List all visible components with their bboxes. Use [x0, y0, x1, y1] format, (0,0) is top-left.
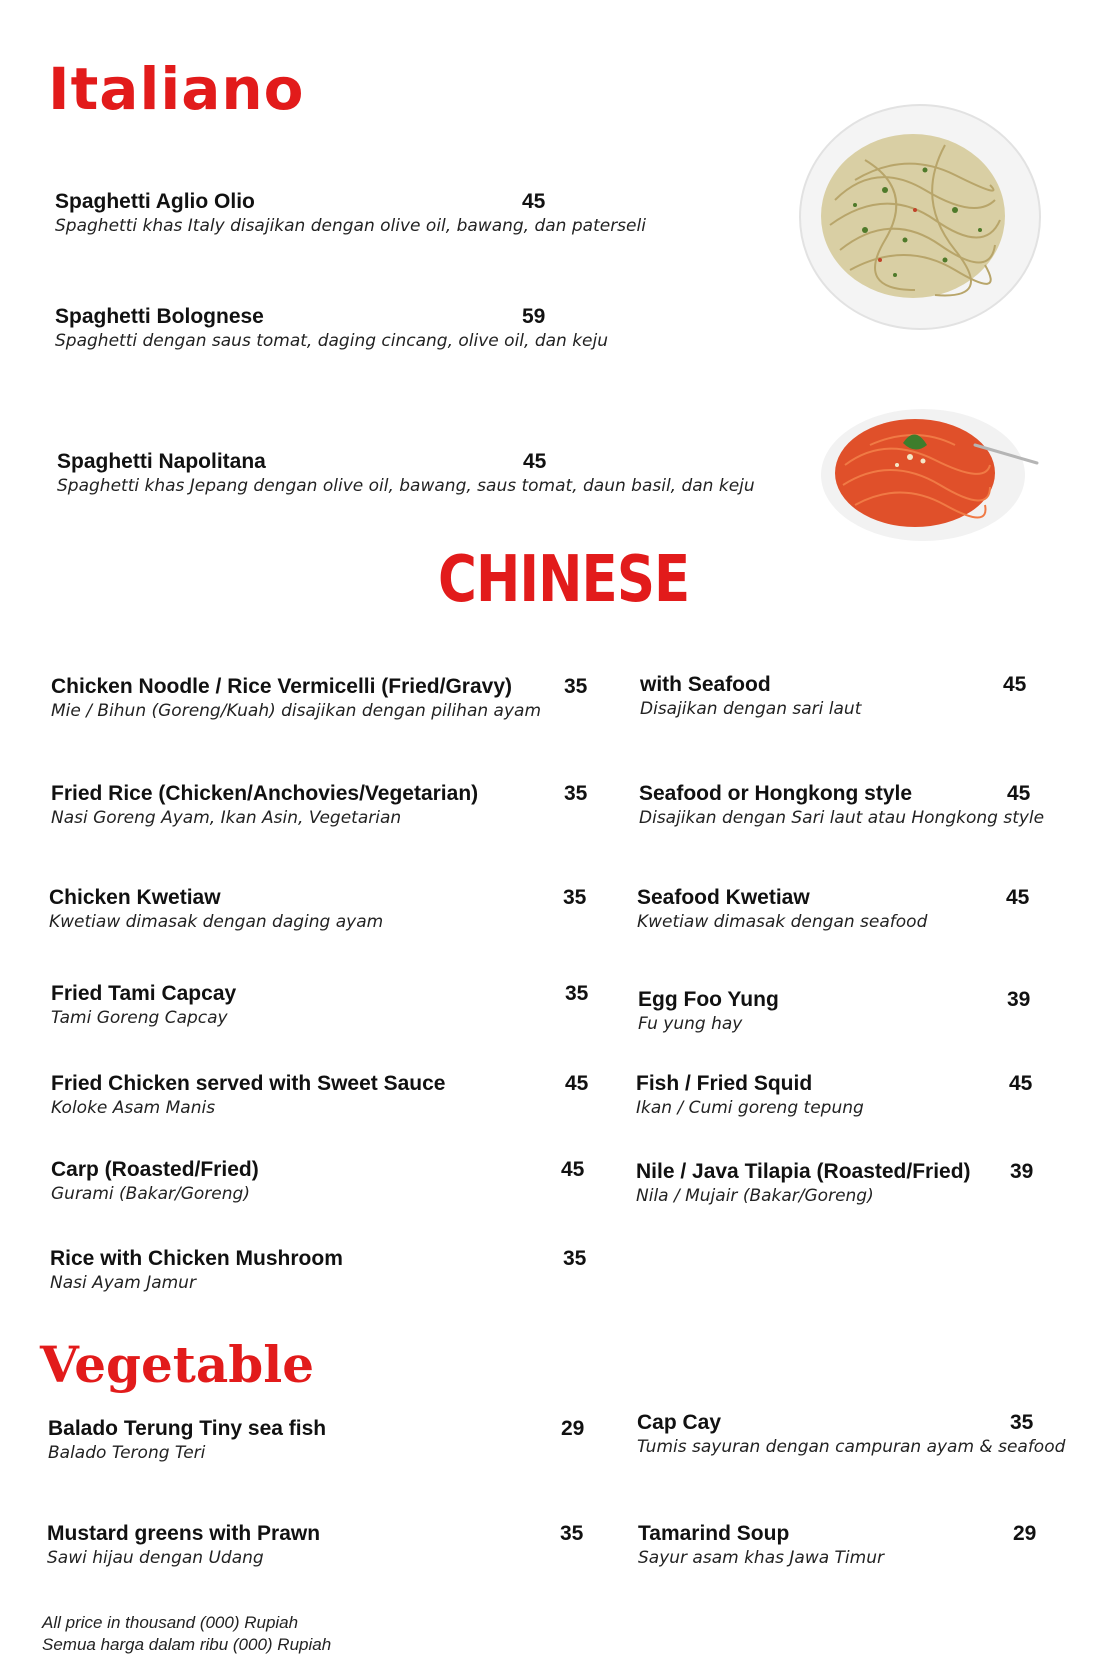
item-name: Fish / Fried Squid: [636, 1072, 813, 1095]
item-price: 45: [523, 450, 547, 473]
item-description: Gurami (Bakar/Goreng): [51, 1184, 250, 1204]
item-price: 35: [560, 1522, 584, 1545]
item-name: Seafood or Hongkong style: [639, 782, 913, 805]
item-description: Sawi hijau dengan Udang: [47, 1548, 264, 1568]
item-description: Koloke Asam Manis: [51, 1098, 216, 1118]
item-price: 59: [522, 305, 546, 328]
item-description: Disajikan dengan sari laut: [640, 699, 862, 719]
item-price: 45: [522, 190, 546, 213]
item-name: Mustard greens with Prawn: [47, 1522, 321, 1545]
item-price: 35: [564, 675, 588, 698]
vegetable-heading: Vegetable: [40, 1335, 315, 1394]
footer-price-note-en: All price in thousand (000) Rupiah: [42, 1613, 299, 1632]
item-description: Tami Goreng Capcay: [51, 1008, 228, 1028]
item-name: Chicken Kwetiaw: [49, 886, 221, 909]
item-description: Mie / Bihun (Goreng/Kuah) disajikan dengan pilihan ayam: [51, 701, 542, 721]
chinese-heading: CHINESE: [438, 543, 690, 617]
footer-price-note-id: Semua harga dalam ribu (000) Rupiah: [42, 1635, 332, 1654]
item-price: 35: [563, 1247, 587, 1270]
item-price: 35: [565, 982, 589, 1005]
item-description: Spaghetti khas Italy disajikan dengan olive oil, bawang, dan paterseli: [55, 216, 646, 236]
item-name: Balado Terung Tiny sea fish: [48, 1417, 327, 1440]
item-name: Seafood Kwetiaw: [637, 886, 810, 909]
item-price: 45: [1007, 782, 1031, 805]
item-description: Spaghetti khas Jepang dengan olive oil, bawang, saus tomat, daun basil, dan keju: [57, 476, 755, 496]
item-price: 39: [1007, 988, 1031, 1011]
item-name: Spaghetti Bolognese: [55, 305, 264, 328]
item-price: 45: [565, 1072, 589, 1095]
item-name: Carp (Roasted/Fried): [51, 1158, 259, 1181]
item-name: Fried Rice (Chicken/Anchovies/Vegetarian): [51, 782, 479, 805]
item-price: 39: [1010, 1160, 1034, 1183]
item-description: Nasi Goreng Ayam, Ikan Asin, Vegetarian: [51, 808, 402, 828]
item-name: Rice with Chicken Mushroom: [50, 1247, 343, 1270]
spaghetti-napolitana-image: [815, 395, 1045, 545]
item-description: Fu yung hay: [638, 1014, 743, 1034]
item-description: Kwetiaw dimasak dengan seafood: [637, 912, 928, 932]
item-description: Disajikan dengan Sari laut atau Hongkong style: [639, 808, 1045, 828]
item-name: with Seafood: [640, 673, 771, 696]
item-description: Kwetiaw dimasak dengan daging ayam: [49, 912, 384, 932]
item-price: 45: [1009, 1072, 1033, 1095]
item-name: Nile / Java Tilapia (Roasted/Fried): [636, 1160, 971, 1183]
item-name: Egg Foo Yung: [638, 988, 779, 1011]
spaghetti-aglio-olio-image: [795, 100, 1050, 335]
item-price: 45: [1006, 886, 1030, 909]
item-description: Tumis sayuran dengan campuran ayam & seafood: [637, 1437, 1066, 1457]
item-name: Spaghetti Aglio Olio: [55, 190, 255, 213]
item-price: 29: [561, 1417, 585, 1440]
item-description: Sayur asam khas Jawa Timur: [638, 1548, 884, 1568]
item-name: Fried Chicken served with Sweet Sauce: [51, 1072, 446, 1095]
item-name: Cap Cay: [637, 1411, 722, 1434]
item-price: 45: [561, 1158, 585, 1181]
italiano-heading: Italiano: [48, 55, 305, 123]
item-name: Fried Tami Capcay: [51, 982, 237, 1005]
item-price: 29: [1013, 1522, 1037, 1545]
item-price: 45: [1003, 673, 1027, 696]
item-description: Spaghetti dengan saus tomat, daging cincang, olive oil, dan keju: [55, 331, 609, 351]
item-name: Chicken Noodle / Rice Vermicelli (Fried/Gravy): [51, 675, 512, 698]
item-price: 35: [563, 886, 587, 909]
item-description: Nasi Ayam Jamur: [50, 1273, 196, 1293]
item-name: Tamarind Soup: [638, 1522, 790, 1545]
item-name: Spaghetti Napolitana: [57, 450, 266, 473]
item-description: Nila / Mujair (Bakar/Goreng): [636, 1186, 874, 1206]
item-price: 35: [1010, 1411, 1034, 1434]
item-description: Ikan / Cumi goreng tepung: [636, 1098, 864, 1118]
item-price: 35: [564, 782, 588, 805]
item-description: Balado Terong Teri: [48, 1443, 206, 1463]
